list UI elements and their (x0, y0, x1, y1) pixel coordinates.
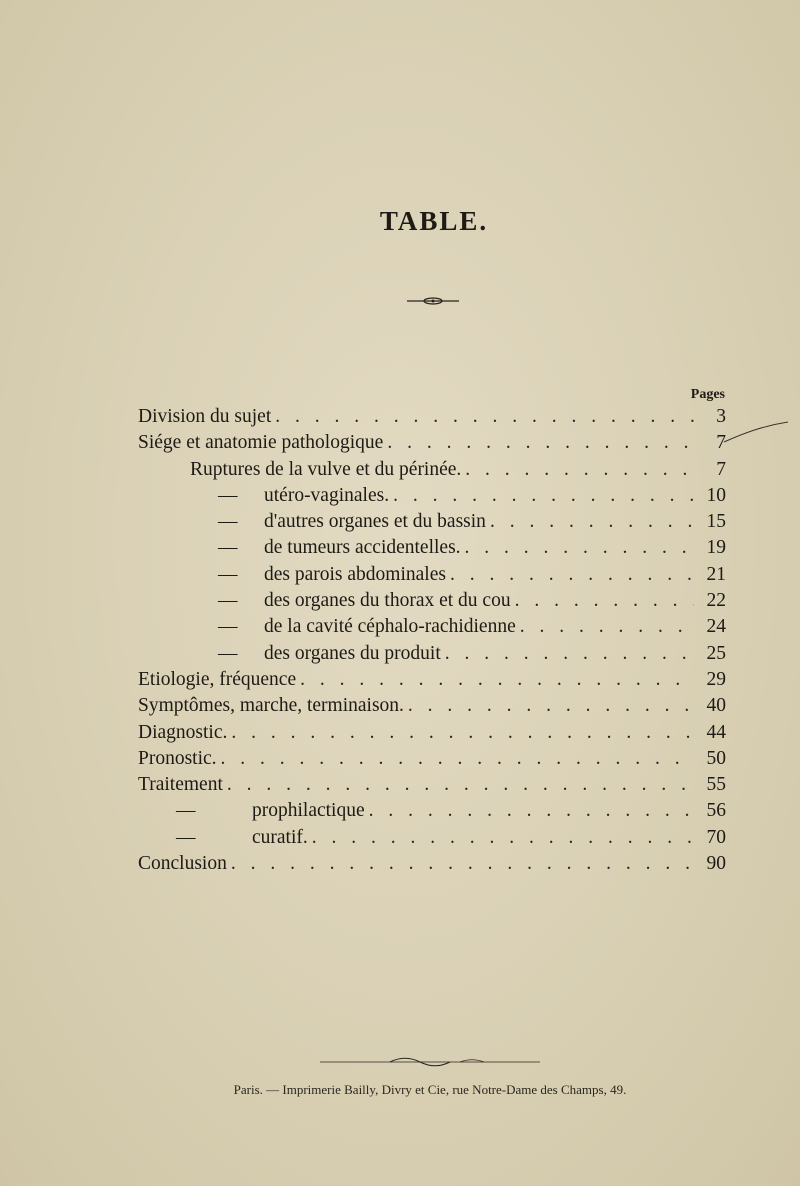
dot-leader (465, 459, 694, 481)
toc-entry-page-number: 7 (716, 458, 726, 480)
toc-entry (138, 616, 726, 642)
dot-leader (408, 695, 694, 717)
toc-entry (138, 511, 726, 537)
toc-entry-title: Division du sujet (138, 406, 272, 427)
toc-entry (138, 748, 726, 774)
toc-entry-page-number: 44 (706, 721, 726, 743)
toc-entry-page-number: 25 (706, 642, 726, 664)
toc-entry-title: de la cavité céphalo-rachidienne (264, 616, 516, 638)
ditto-dash: — (176, 800, 196, 822)
dot-leader (450, 564, 694, 586)
pencil-mark-icon (722, 420, 792, 444)
dot-leader (227, 774, 694, 796)
dot-leader (490, 511, 694, 533)
toc-entry-title: d'autres organes et du bassin (264, 511, 486, 533)
toc-entry-title: Symptômes, marche, terminaison. (138, 695, 404, 717)
toc-entry-title: des organes du thorax et du cou (264, 590, 511, 612)
toc-entry-title: prophilactique (252, 800, 365, 822)
toc-entry-page-number: 29 (706, 668, 726, 690)
toc-entry (138, 827, 726, 853)
page-title: TABLE. (379, 206, 489, 236)
dot-leader (393, 485, 694, 507)
toc-entry-page-number: 24 (706, 616, 726, 638)
toc-entry (138, 643, 726, 669)
toc-entry (138, 537, 726, 563)
toc-entry-page-number: 21 (706, 563, 726, 585)
dot-leader (231, 722, 694, 744)
toc-entry (138, 669, 726, 695)
toc-entry-page-number: 40 (706, 695, 726, 717)
dot-leader (520, 616, 694, 638)
ditto-dash: — (218, 590, 238, 612)
imprint-line: Paris. — Imprimerie Bailly, Divry et Cie, rue Notre-Dame des Champs, 49. (233, 1082, 627, 1097)
toc-entry-page-number: 15 (706, 511, 726, 533)
table-of-contents (138, 406, 726, 879)
toc-entry-page-number: 70 (706, 826, 726, 848)
toc-entry-page-number: 19 (706, 537, 726, 559)
toc-entry-page-number: 50 (706, 747, 726, 769)
ditto-dash: — (218, 616, 238, 638)
toc-entry-page-number: 3 (716, 406, 726, 427)
toc-entry-title: Pronostic. (138, 747, 217, 769)
dot-leader (369, 800, 694, 822)
toc-entry-title: curatif. (252, 826, 308, 848)
dot-leader (387, 432, 694, 454)
dot-leader (515, 590, 694, 612)
toc-entry-page-number: 7 (716, 432, 726, 454)
toc-entry (138, 800, 726, 826)
toc-entry-title: Ruptures de la vulve et du périnée. (190, 458, 462, 480)
toc-entry-page-number: 56 (706, 800, 726, 822)
ornament-rule (320, 1056, 540, 1068)
dot-leader (465, 537, 694, 559)
toc-entry-title: des organes du produit (264, 642, 441, 664)
ditto-dash: — (218, 484, 238, 506)
toc-entry-title: Conclusion (138, 853, 227, 875)
dot-leader (275, 406, 694, 428)
toc-entry (138, 695, 726, 721)
toc-entry-title: Etiologie, fréquence (138, 668, 297, 690)
toc-entry-title: Siége et anatomie pathologique (138, 432, 384, 454)
toc-entry-page-number: 55 (706, 774, 726, 796)
pages-column-label: Pages (690, 387, 725, 402)
ditto-dash: — (218, 537, 238, 559)
toc-entry-page-number: 10 (706, 484, 726, 506)
toc-entry-page-number: 22 (706, 590, 726, 612)
ditto-dash: — (218, 563, 238, 585)
toc-entry-title: de tumeurs accidentelles. (264, 537, 461, 559)
toc-entry (138, 485, 726, 511)
ornament-divider (405, 296, 461, 306)
ditto-dash: — (176, 826, 196, 848)
toc-entry-title: Diagnostic. (138, 721, 228, 743)
ditto-dash: — (218, 511, 238, 533)
toc-entry (138, 406, 726, 432)
dot-leader (231, 853, 694, 875)
dot-leader (221, 748, 694, 770)
toc-entry (138, 459, 726, 485)
toc-entry (138, 564, 726, 590)
toc-entry (138, 853, 726, 879)
toc-entry (138, 722, 726, 748)
dot-leader (445, 643, 694, 665)
ditto-dash: — (218, 642, 238, 664)
toc-entry-title: Traitement (138, 774, 223, 796)
toc-entry-title: des parois abdominales (264, 563, 446, 585)
toc-entry-title: utéro-vaginales. (264, 484, 390, 506)
dot-leader (300, 669, 694, 691)
toc-entry-page-number: 90 (706, 853, 726, 875)
toc-entry (138, 590, 726, 616)
dot-leader (312, 827, 694, 849)
toc-entry (138, 432, 726, 458)
toc-entry (138, 774, 726, 800)
